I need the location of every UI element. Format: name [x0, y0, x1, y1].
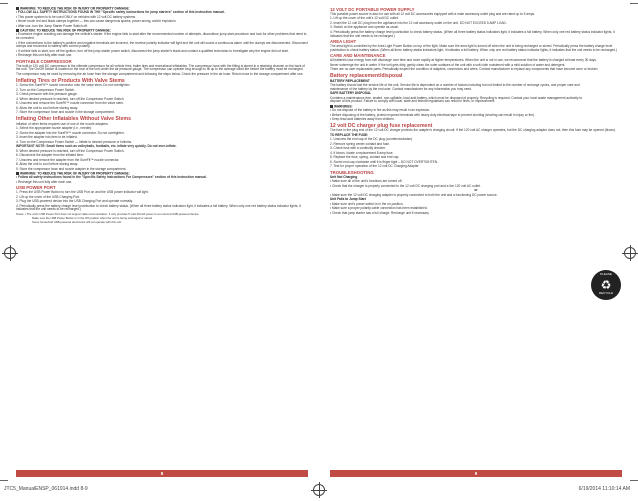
note: Some household USB-powered electronics will not operate with this unit.	[32, 220, 122, 225]
step: 1. Screw the SureFit™ nozzle connector onto the valve stem. Do not overtighten.	[16, 83, 131, 88]
section-title-usb-power-port: USB POWER PORT	[16, 185, 56, 191]
bullet: • Make sure unit's power switch is in the on position.	[330, 201, 404, 206]
step: 2. Lift up the cover of the USB Charging Port.	[16, 194, 80, 199]
step: 7. Store the compressor hose and nozzle in the storage compartment.	[16, 110, 115, 115]
step: IMPORTANT NOTE: Small items such as volleyballs, footballs, etc. inflate very quickly. Do not over-inflate.	[16, 144, 177, 148]
bullet: or	[474, 188, 478, 193]
step: 1. Lift up the cover of the unit's 12 volt DC outlet.	[330, 16, 399, 21]
section-title-inflating-tires: Inflating Tires or Products With Valve Stems	[16, 77, 125, 84]
step: 5. Replace the fuse, spring, contact and end cap.	[330, 155, 400, 160]
step: 6. Screw end cap clockwise until it is finger tight – DO NOT OVERTIGHTEN.	[330, 159, 438, 164]
step: 4. If blown, locate a replacement 8 amp fuse.	[330, 150, 394, 155]
bullet: • Check that jump starter has a full charge. Recharge unit if necessary.	[330, 210, 430, 215]
step: 2. Screw the adapter into the SureFit™ nozzle connector. Do not overtighten.	[16, 130, 125, 135]
warning-line: • Keep lead acid batteries away from children.	[330, 117, 395, 122]
step: 9. Store the compressor hose and nozzle adapter in the storage compartment.	[16, 166, 127, 171]
print-slug-timestamp: 6/19/2014 11:10:14 AM	[578, 486, 630, 492]
bullet: • Make sure the 12 volt DC charging adapter is properly connected to both the unit and a functioning DC power source.	[330, 192, 498, 197]
registration-mark-bottom	[313, 484, 325, 496]
left-page	[16, 6, 308, 476]
paragraph: The built-in 120 volt DC compressor is the ultimate compressor for all vehicle tires, trailer tires and recreational inflatables. The compressor hose with the fitting is stored in a retaining channel on the back of the unit. The On/Off Switch is located on the rear of the unit under the air pressure gauge. The compressor can operate long enough to fill up to the average sized tire before the battery must be recharged.	[16, 63, 305, 72]
crop-mark	[0, 3, 8, 4]
step: 3. Check pressure with the pressure gauge.	[16, 92, 78, 97]
step: 5. Unscrew and remove the SureFit™ nozzle connector from the valve stem.	[16, 101, 124, 106]
paragraph: Inflation of other items requires use of one of the nozzle adapters.	[16, 121, 109, 126]
warning-line: • Never touch red and black clamps together — this can cause dangerous sparks, power arcing, and/or explosion.	[16, 19, 177, 24]
bullet: • Make sure all of the unit's functions are turned off.	[330, 179, 403, 184]
section-title-battery-replacement: Battery replacement/disposal	[330, 72, 403, 79]
caution-heading-text: CAUTION: TO REDUCE THE RISK OF PROPERTY DAMAGE:	[20, 28, 111, 33]
section-title-dc-power-supply: 12 VOLT DC PORTABLE POWER SUPPLY	[330, 7, 415, 12]
warning-line: • After use, turn the Jump Starter Power Switch off.	[16, 23, 88, 28]
step: 8. Allow the unit to cool before storing away.	[16, 162, 78, 166]
caution-line: • If the connections to the battery's positive and negative terminals are incorrect, the reverse polarity indicator will light and the unit will sound a continuous alarm until the clamps are disconnected. Disconnect clamps and reconnect to battery with correct polarity.	[16, 40, 308, 49]
paragraph: There are no user replaceable parts. Periodically inspect the condition of adapters, connectors and wires. Contact manufacturer to replace any components that have become worn or broken.	[330, 67, 599, 72]
step: 2. Remove spring center contact and fuse.	[330, 141, 390, 146]
page-number-right: 9	[330, 470, 622, 477]
subheading: Unit Fails to Jump Start	[330, 197, 366, 202]
paragraph: The compressor may be used by removing the air hose from the storage compartment and following the steps below. Check the pressure in the air hose. Return hose to the storage compartment after use.	[16, 71, 304, 76]
warnings-heading-text: WARNINGS:	[334, 104, 353, 109]
step: 4. Periodically press the battery charge level pushbutton to check battery status. (When all three battery status indicators light, it indicates a full battery. When only one red battery status indicator lights, it indicates that the unit needs to be recharged.)	[330, 29, 615, 38]
step: 2. Turn on the Compressor Power Switch.	[16, 87, 75, 92]
step: 4. Turn on the Compressor Power Switch — inflate to desired pressure or fullness.	[16, 139, 133, 144]
step: 3. Check fuse with a continuity checker.	[330, 146, 386, 151]
step: 4. Periodically press the battery charge level pushbutton to check battery status. (When all three battery status indicators light, it indicates a full battery. When only one red battery status indicator lights, it indicates that the unit needs to be recharged.)	[16, 203, 301, 212]
section-title-area-light: AREA LIGHT	[330, 39, 357, 45]
step: 5. When desired pressure is reached, turn off the Compressor Power Switch.	[16, 148, 125, 153]
paragraph: The area light is controlled by the Area Light Power Button on top of the light. Make sure the area light is turned off when the unit is being recharged or stored. Periodically press the battery charge level pushbutton to check battery status. (When all three battery status indicators light, it indicates a full battery. When only one red battery status indicator lights, it indicates that the unit needs to be recharged.)	[330, 44, 617, 52]
step: 6. Allow the unit to cool before storing away.	[16, 105, 78, 110]
section-title-fuse-replacement: 12 volt DC charger plug fuse replacement	[330, 122, 433, 129]
section-title-care-maintenance: CARE AND MAINTENANCE	[330, 53, 386, 59]
step: 2. Insert the 12 volt DC plug from the appliance into the 12 volt accessory outlet on the unit. DO NOT EXCEED 5 AMP LOAD.	[330, 20, 507, 25]
paragraph: All batteries lose energy from self discharge over time and more rapidly at higher temperatures. When the unit is not in use, we recommend that the battery is charged at least every 30 days.	[330, 58, 597, 63]
caution-line: • Excessive engine cranking can damage the vehicle's starter. If the engine fails to start after the recommended number of attempts, discontinue jump start procedure and look for other problems that need to be corrected.	[16, 32, 307, 40]
bullet: • Make sure a proper polarity cable connection has been established.	[330, 206, 428, 211]
print-slug-filename: JTC5_ManualENSP_061914.indd 8-9	[4, 486, 88, 492]
step: 7. Test for proper operation of the 12 volt DC Charging Adapter.	[330, 164, 420, 169]
bullet: • Check that the charger is properly connected to the 12 volt DC charging port and a live 120 volt AC outlet.	[330, 183, 481, 188]
crop-mark	[630, 480, 638, 481]
recycle-label-bottom: RECYCLE	[598, 291, 614, 296]
warning-line: • Follow all safety instructions found in the "Specific Safety Instructions For Compressors" section of this instruction manual.	[16, 175, 207, 180]
crop-mark	[630, 3, 638, 4]
paragraph: The fuse in the plug end of the 12 volt DC charger protects the adapter's charging circuit. If the 120 volt AC charger operates, but the DC charging adapter does not, then this fuse may be opened (blown).	[330, 128, 617, 133]
recycle-label-top: PLEASE	[600, 272, 612, 276]
step: 3. Switch on the appliance and operate as usual.	[330, 25, 399, 30]
warning-line: • Do not dispose of the battery in fire as this may result in an explosion.	[330, 108, 431, 113]
section-title-portable-compressor: PORTABLE COMPRESSOR	[16, 58, 72, 64]
recycle-icon	[591, 270, 621, 300]
paragraph: The battery should last the service life of the unit. Service life is dependent on a number of factors including but not limited to the number of recharge cycles, and proper care and maintenance of the battery by the end user. Contact manufacturer for any information you may need.	[330, 83, 580, 91]
note: Notes: • The unit's USB Power Port does not support data communication. It only provides 5 volts DC/2A power to an external USB-powered device.	[16, 211, 200, 216]
registration-mark-right	[624, 247, 636, 259]
step: 4. When desired pressure is reached, turn off the Compressor Power Switch.	[16, 96, 125, 101]
paragraph: Contains a maintenance-free, sealed, non-spillable, lead acid battery, which must be disposed of properly. Recycling is required. Contact your local waste management authority to dispose of this product. Failure to comply with local, state and federal regulations can result in fines, or imprisonment.	[330, 95, 583, 104]
right-page	[330, 6, 622, 476]
section-title-other-inflatables: Inflating Other Inflatables Without Valve Stems	[16, 115, 131, 122]
step: 1. Unscrew the end cap of the DC plug (counterclockwise).	[330, 137, 413, 142]
caution-line: • If vehicle fails to start, turn off the ignition, turn off the jump starter power switch, disconnect the jump starter's leads and contact a qualified technician to investigate why the engine did not start.	[16, 48, 289, 53]
paragraph: This portable power source is also for use with all 12 volt DC accessories equipped with a male accessory outlet plug and are rated up to 5 amps.	[330, 11, 535, 16]
step: 3. Insert the adapter into item to be inflated.	[16, 135, 78, 139]
step: 1. Press the USB Power Button to turn the USB Port on and the USB power indicator will light.	[16, 190, 149, 195]
warning-line: • Recharge this unit fully after each use.	[16, 179, 73, 184]
warning-heading-text: WARNING: TO REDUCE THE RISK OF INJURY OR PROPERTY DAMAGE:	[20, 171, 130, 176]
subheading: Unit Not Charging	[330, 174, 358, 179]
paragraph: Never submerge the unit in water. If the unit gets dirty, gently clean the outer surfaces of the unit with a soft cloth moistened with a mild solution of water and detergent.	[330, 62, 566, 67]
step: 6. Disconnect the adapter from the inflated item.	[16, 153, 84, 157]
caution-line: • Recharge this unit fully after each use.	[16, 53, 73, 58]
page-number-left: 8	[16, 470, 308, 477]
warning-line: • FOLLOW ALL SAFETY INSTRUCTIONS FOUND IN THE "Specific safety instructions for jump starters" section of this instruction manual.	[16, 10, 225, 15]
warning-line: • Before disposing of the battery, protect exposed terminals with heavy-duty electrical tape to prevent shorting (shorting can result in injury or fire).	[330, 112, 535, 117]
subheading: TO REPLACE THE FUSE:	[330, 132, 369, 137]
registration-mark-left	[4, 247, 16, 259]
section-title-troubleshooting: TROUBLESHOOTING	[330, 170, 374, 176]
warning-line: • This power system is to be used ONLY on vehicles with 12 volt DC battery systems.	[16, 14, 136, 19]
recycle-arrows-icon: ♻	[600, 278, 612, 293]
warning-heading-text: WARNING: TO REDUCE THE RISK OF INJURY OR PROPERTY DAMAGE:	[20, 6, 130, 11]
crop-mark	[0, 480, 8, 481]
step: 7. Unscrew and remove the adapter from the SureFit™ nozzle connector.	[16, 157, 120, 162]
step: 3. Plug the USB-powered device into the USB Charging Port and operate normally.	[16, 199, 133, 204]
note: Make sure the USB Power Button is in the Off position when the unit is being recharged or stored.	[32, 216, 153, 221]
subheading: BATTERY REPLACEMENT	[330, 78, 370, 83]
subheading: SAFE BATTERY DISPOSAL	[330, 91, 372, 96]
step: 1. Select the appropriate nozzle adapter (i.e., needle).	[16, 126, 93, 130]
